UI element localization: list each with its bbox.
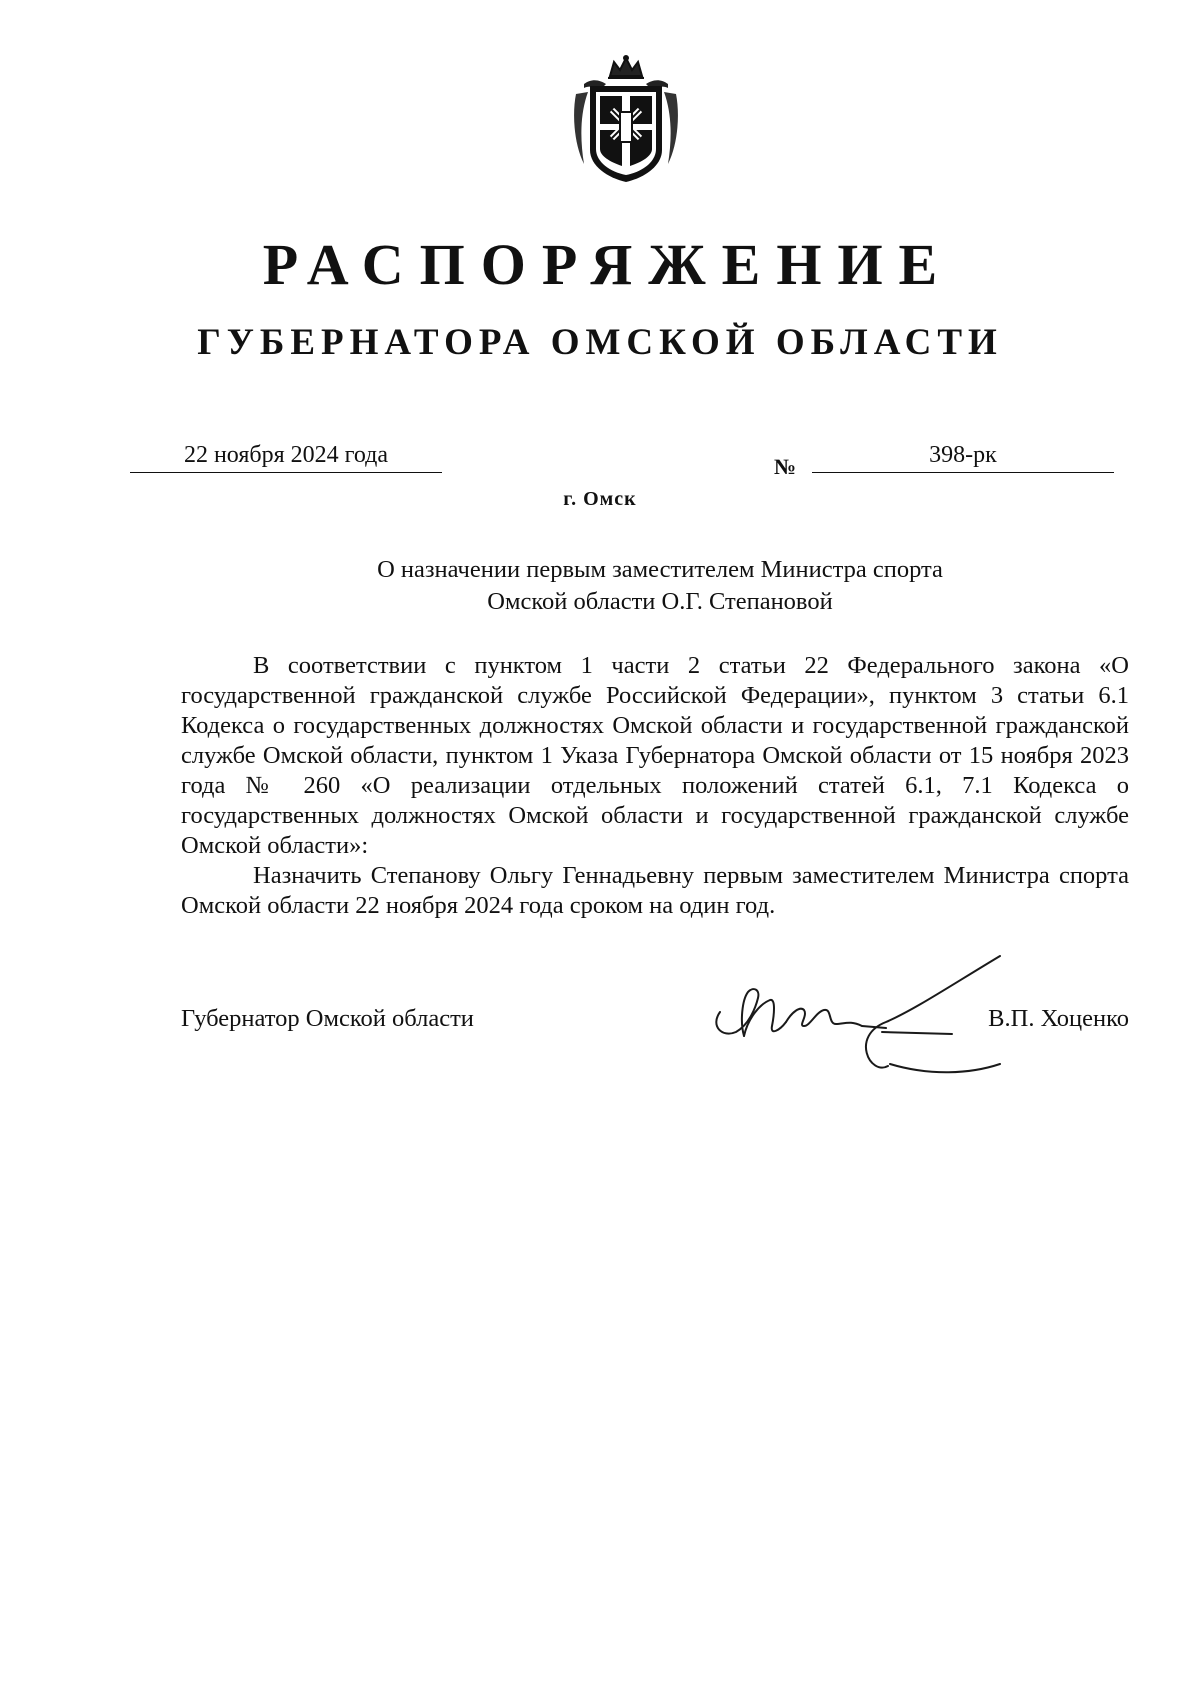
document-body — [181, 651, 1129, 921]
document-type-title: РАСПОРЯЖЕНИЕ — [262, 232, 954, 297]
body-paragraph-1: В соответствии с пунктом 1 части 2 статьи 22 Федерального закона «О государственной гражданской службе Российской Федерации», пунктом 3 статьи 6.1 Кодекса о государственных должностях Омской области и государственной гражданской службе Омской области, пунктом 1 Указа Губернатора Омской области от 15 ноября 2023 года № 260 «О реализации отдельных положений статей 6.1, 7.1 Кодекса о государственных должностях Омской области и государственной гражданской службе Омской области»: — [181, 652, 1129, 859]
signer-name: В.П. Хоценко — [988, 1005, 1129, 1032]
document-number: 398-рк — [812, 440, 1114, 473]
signer-title: Губернатор Омской области — [181, 1005, 474, 1032]
document-subject — [310, 554, 1010, 618]
omsk-coat-of-arms-icon — [570, 54, 682, 186]
city-label: г. Омск — [563, 488, 637, 510]
subject-line-2: Омской области О.Г. Степановой — [487, 588, 833, 615]
issuer-title: ГУБЕРНАТОРА ОМСКОЙ ОБЛАСТИ — [197, 322, 1003, 363]
subject-line-1: О назначении первым заместителем Министра спорта — [377, 556, 943, 583]
body-paragraph-2: Назначить Степанову Ольгу Геннадьевну первым заместителем Министра спорта Омской области 22 ноября 2024 года сроком на один год. — [181, 862, 1129, 919]
number-label: № — [774, 454, 797, 479]
document-date: 22 ноября 2024 года — [130, 440, 442, 473]
